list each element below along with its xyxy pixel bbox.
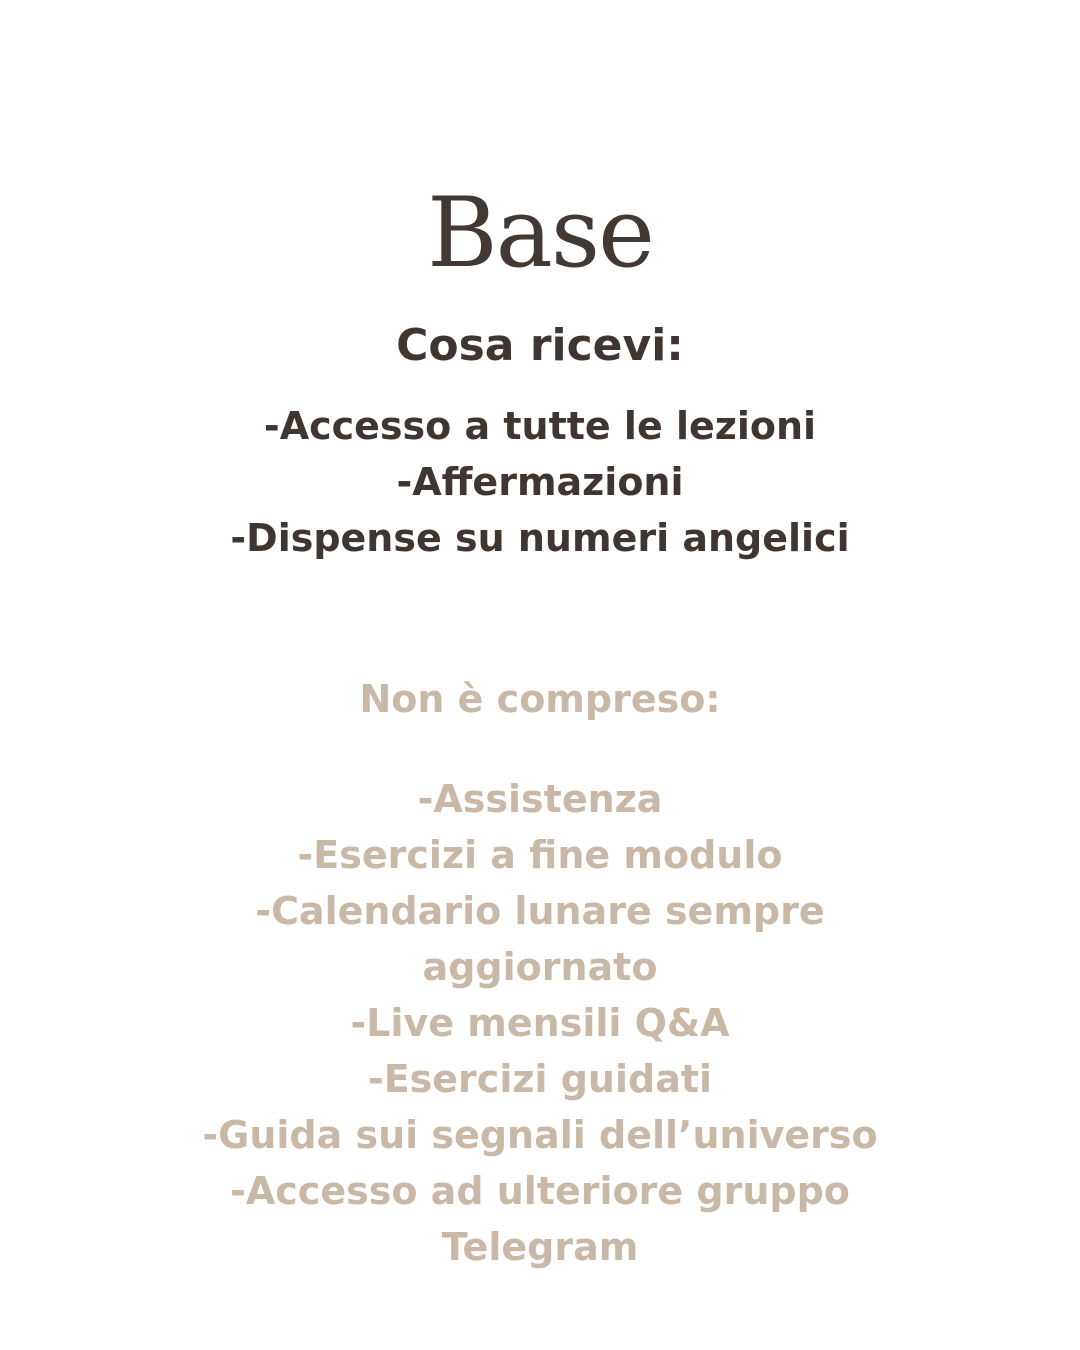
- excluded-list: [0, 771, 1080, 1275]
- excluded-item: -Assistenza: [417, 777, 663, 821]
- excluded-item: -Esercizi guidati: [367, 1057, 713, 1101]
- included-item: -Dispense su numeri angelici: [230, 516, 850, 560]
- excluded-item: -Accesso ad ulteriore gruppo Telegram: [230, 1169, 850, 1269]
- plan-title: Base: [427, 177, 653, 289]
- included-item: -Affermazioni: [396, 460, 684, 504]
- included-list: [0, 398, 1080, 566]
- included-heading: Cosa ricevi:: [396, 320, 684, 371]
- excluded-heading: Non è compreso:: [359, 677, 721, 721]
- excluded-item: -Live mensili Q&A: [350, 1001, 730, 1045]
- included-item: -Accesso a tutte le lezioni: [263, 404, 817, 448]
- excluded-item: -Guida sui segnali dell’universo: [202, 1113, 878, 1157]
- excluded-item: -Esercizi a fine modulo: [297, 833, 783, 877]
- excluded-item: -Calendario lunare sempre aggiornato: [255, 889, 825, 989]
